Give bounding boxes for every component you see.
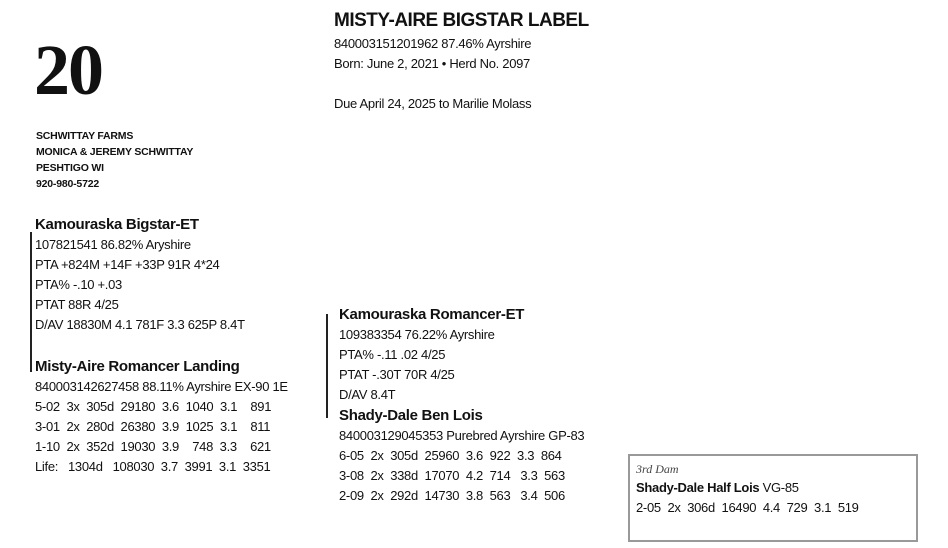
- consignor-owners: MONICA & JEREMY SCHWITTAY: [36, 146, 194, 158]
- second-dam-id-line: 840003129045353 Purebred Ayrshire GP-83: [339, 428, 585, 443]
- dam-sire-ptat: PTAT -.30T 70R 4/25: [339, 367, 455, 382]
- sire-pta-pct: PTA% -.10 +.03: [35, 277, 122, 292]
- consignor-phone: 920-980-5722: [36, 178, 99, 190]
- sire-dam-bracket: [30, 232, 32, 372]
- third-dam-label: 3rd Dam: [636, 462, 679, 476]
- third-dam-record: 2-05 2x 306d 16490 4.4 729 3.1 519: [636, 500, 859, 515]
- consignor-block: [36, 128, 193, 192]
- dam-sire-name: Kamouraska Romancer-ET: [339, 306, 525, 323]
- consignor-farm: SCHWITTAY FARMS: [36, 130, 134, 142]
- dam-sire-dav: D/AV 8.4T: [339, 387, 396, 402]
- dam-sire-id-line: 109383354 76.22% Ayrshire: [339, 327, 495, 342]
- sire-ptat: PTAT 88R 4/25: [35, 297, 119, 312]
- dam-sire-pta-pct: PTA% -.11 .02 4/25: [339, 347, 446, 362]
- dam-name: Misty-Aire Romancer Landing: [35, 358, 240, 375]
- second-dam-record: 3-08 2x 338d 17070 4.2 714 3.3 563: [339, 468, 565, 483]
- dam-lifetime-record: Life: 1304d 108030 3.7 3991 3.1 3351: [35, 459, 271, 474]
- second-dam-name: Shady-Dale Ben Lois: [339, 407, 483, 424]
- animal-id-line: 840003151201962 87.46% Ayrshire: [334, 36, 532, 51]
- dam-record: 5-02 3x 305d 29180 3.6 1040 3.1 891: [35, 399, 272, 414]
- sire-dav: D/AV 18830M 4.1 781F 3.3 625P 8.4T: [35, 317, 245, 332]
- dam-record: 1-10 2x 352d 19030 3.9 748 3.3 621: [35, 439, 271, 454]
- second-dam-record: 2-09 2x 292d 14730 3.8 563 3.4 506: [339, 488, 565, 503]
- dam-block: [35, 357, 288, 477]
- second-dam-record: 6-05 2x 305d 25960 3.6 922 3.3 864: [339, 448, 562, 463]
- third-dam-box: [628, 454, 918, 542]
- second-dam-block: [339, 406, 584, 506]
- dam-id-line: 840003142627458 88.11% Ayrshire EX-90 1E: [35, 379, 288, 394]
- lot-number: 20: [34, 30, 102, 110]
- third-dam-classification: VG-85: [762, 480, 799, 495]
- sire-block: [35, 215, 245, 335]
- sire-pta: PTA +824M +14F +33P 91R 4*24: [35, 257, 220, 272]
- animal-due-line: Due April 24, 2025 to Marilie Molass: [334, 96, 532, 111]
- damsire-seconddam-bracket: [326, 314, 328, 418]
- dam-record: 3-01 2x 280d 26380 3.9 1025 3.1 811: [35, 419, 271, 434]
- animal-name: MISTY-AIRE BIGSTAR LABEL: [334, 10, 589, 31]
- third-dam-name-line: [636, 479, 799, 497]
- sire-name: Kamouraska Bigstar-ET: [35, 216, 199, 233]
- sire-id-line: 107821541 86.82% Aryshire: [35, 237, 191, 252]
- dam-sire-block: [339, 305, 524, 405]
- consignor-location: PESHTIGO WI: [36, 162, 104, 174]
- animal-born-line: Born: June 2, 2021 • Herd No. 2097: [334, 56, 530, 71]
- third-dam-name: Shady-Dale Half Lois: [636, 480, 760, 495]
